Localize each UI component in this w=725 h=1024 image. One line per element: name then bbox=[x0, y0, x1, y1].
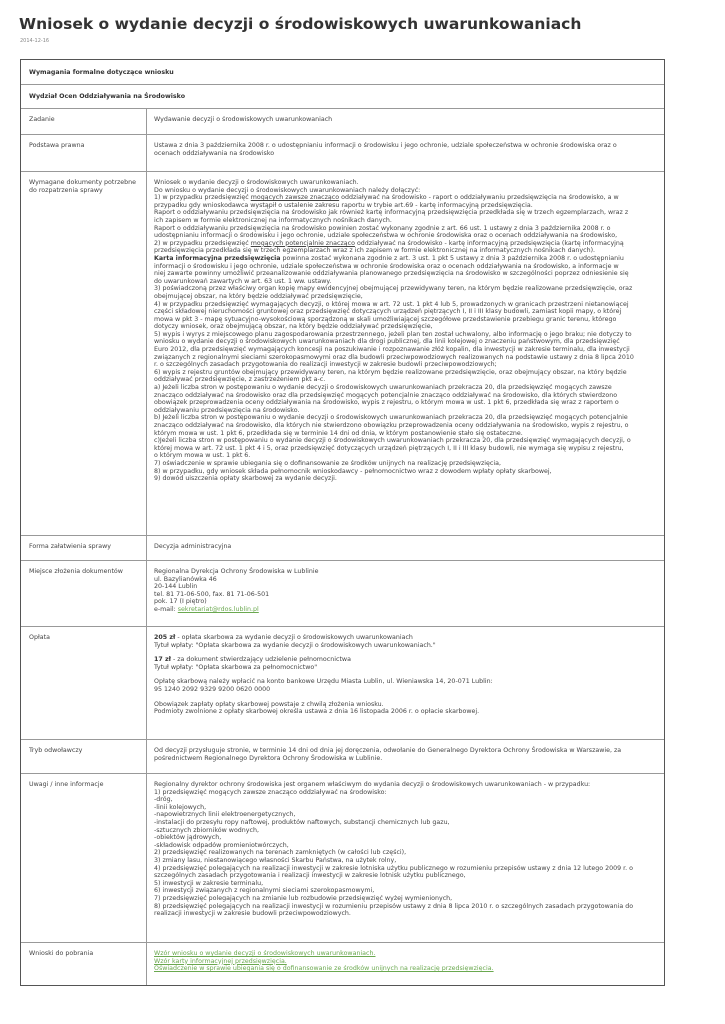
row-value: 205 zł - opłata skarbowa za wydanie decyzji o środowiskowych uwarunkowaniach Tytuł wpłaty: "Opłata skarbowa za wydanie decyzji o środowiskowych uwarunkowaniach." 17 zł - za dokument stwierdzający udzielenie pełnomocnictwa Tytuł wpłaty: "Opłata skarbowa za pełnomocnictwo" Opłatę skarbową należy wpłacić na konto bankowe Urzędu Miasta Lublin, ul. Wieniawska 14, 20-071 Lublin: 95 1240 2092 9329 9200 0620 0000 Obowiązek zapłaty opłaty skarbowej powstaje z chwilą złożenia wniosku. Podmioty zwolnione z opłaty skarbowej określa ustawa z dnia 16 listopada 2006 r. o opłacie skarbowej. bbox=[154, 634, 493, 716]
email-link[interactable]: sekretariat@rdos.lublin.pl bbox=[177, 605, 259, 613]
download-link-oswiadczenie[interactable]: Oświadczenie w sprawie ubiegania się o dofinansowanie ze środków unijnych na realizację przedsięwzięcia. bbox=[154, 965, 494, 973]
row-value: Decyzja administracyjna bbox=[154, 543, 232, 550]
row-label: Zadanie bbox=[21, 109, 147, 134]
publish-date: 2014-12-16 bbox=[20, 38, 50, 44]
row-value: Regionalny dyrektor ochrony środowiska jest organem właściwym do wydania decyzji o środowiskowych uwarunkowaniach - w przypadku: 1) przedsięwzięć mogących zawsze znacząco oddziaływać na środowisko: -dróg, -linii kolejowych, -napowietrznych linii elektroenergetycznych, -instalacji do przesyłu ropy naftowej, produktów naftowych, substancji chemicznych lub gazu, -sztucznych zbiorników wodnych, -obiektów jądrowych, -składowisk odpadów promieniotwórczych, 2) przedsięwzięć realizowanych na terenach zamkniętych (w całości lub części), 3) zmiany lasu, niestanowiącego własności Skarbu Państwa, na użytek rolny, 4) przedsięwzięć polegających na realizacji inwestycji w zakresie lotniska użytku publicznego w rozumieniu przepisów ustawy z dnia 12 lutego 2009 r. o szczególnych zasadach przygotowania i realizacji inwestycji w zakresie lotnisk użytku publicznego, 5) inwestycji w zakresie terminalu, 6) inwestycji związanych z regionalnymi sieciami szerokopasmowymi, 7) przedsięwzięć polegających na zmianie lub rozbudowie przedsięwzięć wyżej wymienionych, 8) przedsięwzięć polegających na realizacji inwestycji w rozumieniu przepisów ustawy z dnia 8 lipca 2010 r. o szczególnych zasadach przygotowania do realizacji inwestycji w zakresie budowli przeciwpowodziowych. bbox=[154, 781, 634, 918]
row-podstawa-prawna bbox=[21, 135, 664, 172]
row-value: Wniosek o wydanie decyzji o środowiskowych uwarunkowaniach. Do wniosku o wydanie decyzji o środowiskowych uwarunkowaniach należy dołączyć: 1) w przypadku przedsięwzięć mogących zawsze znacząco oddziaływać na środowisko - raport o oddziaływaniu przedsięwzięcia na środowisko, a w przypadku gdy wnioskodawca wystąpił o ustalenie zakresu raportu w trybie art.69 - kartę informacyjną przedsięwzięcia. Raport o oddziaływaniu przedsięwzięcia na środowisko jak również kartę informacyjną przedsięwzięcia przedkłada się w trzech egzemplarzach, wraz z ich zapisem w formie elektronicznej na informatycznych nośnikach danych. Raport o oddziaływaniu przedsięwzięcia na środowisko powinien zostać wykonany zgodnie z art. 66 ust. 1 ustawy z dnia 3 października 2008 r. o udostępnianiu informacji o środowisku i jego ochronie, udziale społeczeństwa w ochronie środowiska oraz o ocenach oddziaływania na środowisko, 2) w przypadku przedsięwzięć mogących potencjalnie znacząco oddziaływać na środowisko - kartę informacyjną przedsięwzięcia (kartę informacyjną przedsięwzięcia przedkłada się w trzech egzemplarzach wraz z ich zapisem w formie elektronicznej na informatycznych nośnikach danych). Karta informacyjna przedsięwzięcia powinna zostać wykonana zgodnie z art. 3 ust. 1 pkt 5 ustawy z dnia 3 października 2008 r. o udostępnianiu informacji o środowisku i jego ochronie, udziale społeczeństwa w ochronie środowiska oraz o ocenach oddziaływania na środowisko, a informacje w niej zawarte powinny umożliwić przeanalizowanie oddziaływania planowanego przedsięwzięcia na środowisko w szczególności poprzez odniesienie się do uwarunkowań zawartych w art. 63 ust. 1 ww. ustawy. 3) poświadczoną przez właściwy organ kopię mapy ewidencyjnej obejmującej przewidywany teren, na którym będzie realizowane przedsięwzięcie, oraz obejmującej obszar, na który będzie oddziaływać przedsięwzięcie, 4) w przypadku przedsięwzięć wymagających decyzji, o której mowa w art. 72 ust. 1 pkt 4 lub 5, prowadzonych w granicach przestrzeni nietanowiącej części składowej nieruchomości gruntowej oraz przedsięwzięć dotyczących urządzeń piętrzących I, II i III klasy budowli, zamiast kopii mapy, o której mowa w pkt 3 - mapę sytuacyjno-wysokościową sporządzoną w skali umożliwiającej szczegółowe przedstawienie przebiegu granic terenu, którego dotyczy wniosek, oraz obejmującą obszar, na który będzie oddziaływać przedsięwzięcie, 5) wypis i wyrys z miejscowego planu zagospodarowania przestrzennego, jeżeli plan ten został uchwalony, albo informację o jego braku; nie dotyczy to wniosku o wydanie decyzji o środowiskowych uwarunkowaniach dla drogi publicznej, dla linii kolejowej o znaczeniu państwowym, dla przedsięwzięć Euro 2012, dla przedsięwzięć wymagających koncesji na poszukiwanie i rozpoznawanie złóż kopalin, dla inwestycji w zakresie terminalu, dla inwestycji związanych z regionalnymi sieciami szerokopasmowymi oraz dla budowli przeciwpowodziowych realizowanych na podstawie ustawy z dnia 8 lipca 2010 r. o szczególnych zasadach przygotowania do realizacji inwestycji w zakresie budowli przeciwpowodziowych; 6) wypis z rejestru gruntów obejmujący przewidywany teren, na którym będzie realizowane przedsięwzięcie, oraz obejmujący obszar, na który będzie oddziaływać przedsięwzięcie, z zastrzeżeniem pkt a-c. a) Jeżeli liczba stron w postępowaniu o wydanie decyzji o środowiskowych uwarunkowaniach przekracza 20, dla przedsięwzięć mogących zawsze znacząco oddziaływać na środowisko oraz dla przedsięwzięć mogących potencjalnie znacząco oddziaływać na środowisko, dla których stwierdzono obowiązek przeprowadzenia oceny oddziaływania na środowisko, wypis z rejestru, o którym mowa w ust. 1 pkt 6, przedkłada się wraz z raportem o oddziaływaniu przedsięwzięcia na środowisko. b) Jeżeli liczba stron w postępowaniu o wydanie decyzji o środowiskowych uwarunkowaniach przekracza 20, dla przedsięwzięć mogących potencjalnie znacząco oddziaływać na środowisko, dla których nie stwierdzono obowiązku przeprowadzenia oceny oddziaływania na środowisko, wypis z rejestru, o którym mowa w ust. 1 pkt 6, przedkłada się w terminie 14 dni od dnia, w którym postanowienie stało się ostateczne. c)Jeżeli liczba stron w postępowaniu o wydanie decyzji o środowiskowych uwarunkowaniach przekracza 20, dla przedsięwzięć wymagających decyzji, o której mowa w art. 72 ust. 1 pkt 4 i 5, oraz przedsięwzięć dotyczących urządzeń piętrzących I, II i III klasy budowli, nie wymaga się wypisu z rejestru, o którym mowa w ust. 1 pkt 6. 7) oświadczenie w sprawie ubiegania się o dofinansowanie ze środków unijnych na realizację przedsięwzięcia, 8) w przypadku, gdy wniosek składa pełnomocnik wnioskodawcy - pełnomocnictwo wraz z dowodem wpłaty opłaty skarbowej, 9) dowód uiszczenia opłaty skarbowej za wydanie decyzji. bbox=[154, 179, 634, 483]
row-wymagane-dokumenty bbox=[21, 172, 664, 536]
row-label: Uwagi / inne informacje bbox=[21, 774, 147, 942]
row-label: Forma załatwienia sprawy bbox=[21, 536, 147, 560]
row-value: Ustawa z dnia 3 października 2008 r. o udostępnianiu informacji o środowisku i jego ochronie, udziale społeczeństwa w ochronie środowiska oraz o ocenach oddziaływania na środowisko bbox=[154, 142, 617, 157]
row-value: Od decyzji przysługuje stronie, w terminie 14 dni od dnia jej doręczenia, odwołanie do Generalnego Dyrektora Ochrony Środowiska w Warszawie, za pośrednictwem Regionalnego Dyrektora Ochrony Środowiska w Lublinie. bbox=[154, 747, 622, 762]
row-tryb-odwolawczy bbox=[21, 740, 664, 774]
download-link-wniosek[interactable]: Wzór wniosku o wydanie decyzji o środowiskowych uwarunkowaniach. bbox=[154, 950, 376, 957]
table-header-title: Wymagania formalne dotyczące wniosku bbox=[29, 68, 174, 76]
row-zadanie bbox=[21, 109, 664, 135]
row-value: Regionalna Dyrekcja Ochrony Środowiska w Lublinie ul. Bazylianówka 46 20-144 Lublin tel. 81 71-06-500, fax. 81 71-06-501 pok. 17 (I piętro) e-mail: sekretariat@rdos.lublin.pl bbox=[154, 568, 319, 613]
row-label: Opłata bbox=[21, 627, 147, 739]
table-department-row bbox=[21, 85, 664, 109]
row-label: Podstawa prawna bbox=[21, 135, 147, 171]
table-header-row bbox=[21, 60, 664, 85]
row-forma-zalatwienia bbox=[21, 536, 664, 561]
row-label: Tryb odwoławczy bbox=[21, 740, 147, 773]
download-link-karta[interactable]: Wzór karty informacyjnej przedsięwzięcia. bbox=[154, 957, 287, 965]
row-value bbox=[147, 943, 664, 985]
row-oplata bbox=[21, 627, 664, 740]
row-uwagi bbox=[21, 774, 664, 943]
page-title: Wniosek o wydanie decyzji o środowiskowych uwarunkowaniach bbox=[19, 15, 582, 33]
row-wnioski-do-pobrania bbox=[21, 943, 664, 985]
requirements-table bbox=[20, 59, 665, 986]
row-miejsce-zlozenia bbox=[21, 561, 664, 627]
row-label: Wymagane dokumenty potrzebne do rozpatrzenia sprawy bbox=[21, 172, 147, 535]
row-label: Wnioski do pobrania bbox=[21, 943, 147, 985]
department-name: Wydział Ocen Oddziaływania na Środowisko bbox=[29, 93, 186, 100]
row-label: Miejsce złożenia dokumentów bbox=[21, 561, 147, 626]
row-value: Wydawanie decyzji o środowiskowych uwarunkowaniach bbox=[154, 116, 333, 123]
